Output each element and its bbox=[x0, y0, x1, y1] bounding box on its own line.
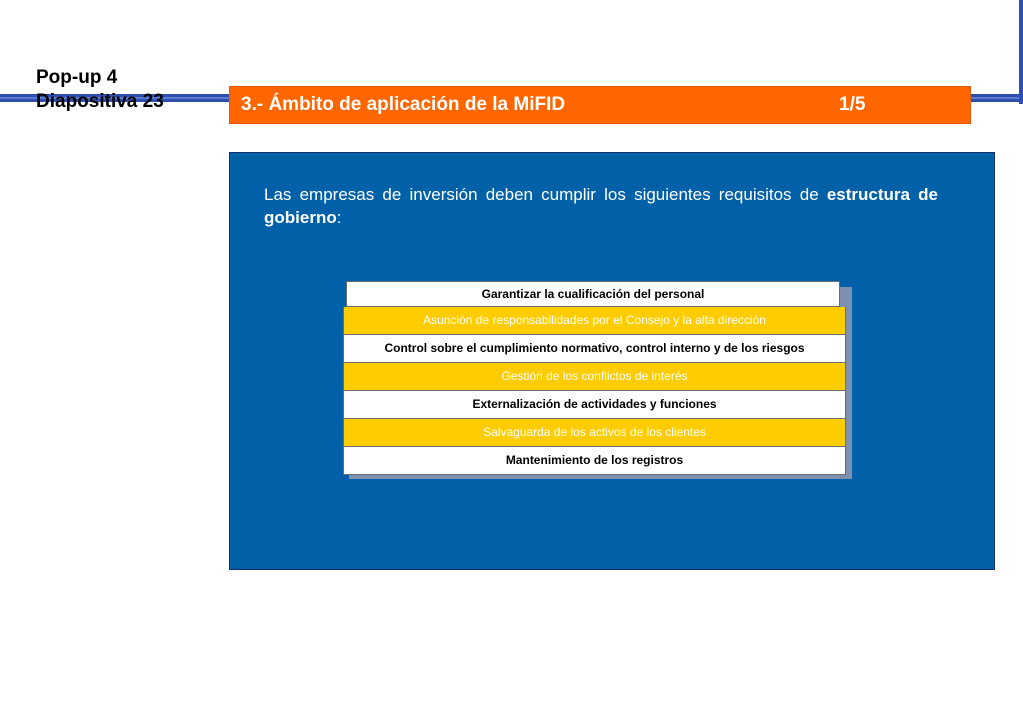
intro-paragraph bbox=[264, 183, 938, 229]
page-indicator: 1/5 bbox=[839, 94, 866, 115]
requirement-row: Garantizar la cualificación del personal bbox=[346, 281, 840, 307]
requirement-row: Mantenimiento de los registros bbox=[343, 447, 846, 475]
slide-number: Diapositiva 23 bbox=[36, 91, 164, 112]
header-rule-edge bbox=[1019, 0, 1023, 104]
popup-label bbox=[36, 66, 216, 114]
intro-end: : bbox=[336, 208, 342, 227]
intro-bold-term: estructura de gobierno bbox=[264, 185, 939, 227]
requirement-row: Gestión de los conflictos de interés bbox=[343, 363, 846, 391]
content-panel bbox=[229, 152, 995, 570]
intro-text: Las empresas de inversión deben cumplir los siguientes requisitos de bbox=[264, 185, 827, 204]
requirement-row: Control sobre el cumplimiento normativo, control interno y de los riesgos bbox=[343, 335, 846, 363]
popup-number: Pop-up 4 bbox=[36, 67, 118, 88]
page-title: 3.- Ámbito de aplicación de la MiFID bbox=[241, 94, 566, 115]
requirement-row: Salvaguarda de los activos de los clientes bbox=[343, 419, 846, 447]
requirement-row: Externalización de actividades y funciones bbox=[343, 391, 846, 419]
requirement-row: Asunción de responsabilidades por el Consejo y la alta dirección bbox=[343, 307, 846, 335]
title-bar bbox=[229, 86, 971, 124]
requirements-list bbox=[343, 281, 846, 475]
